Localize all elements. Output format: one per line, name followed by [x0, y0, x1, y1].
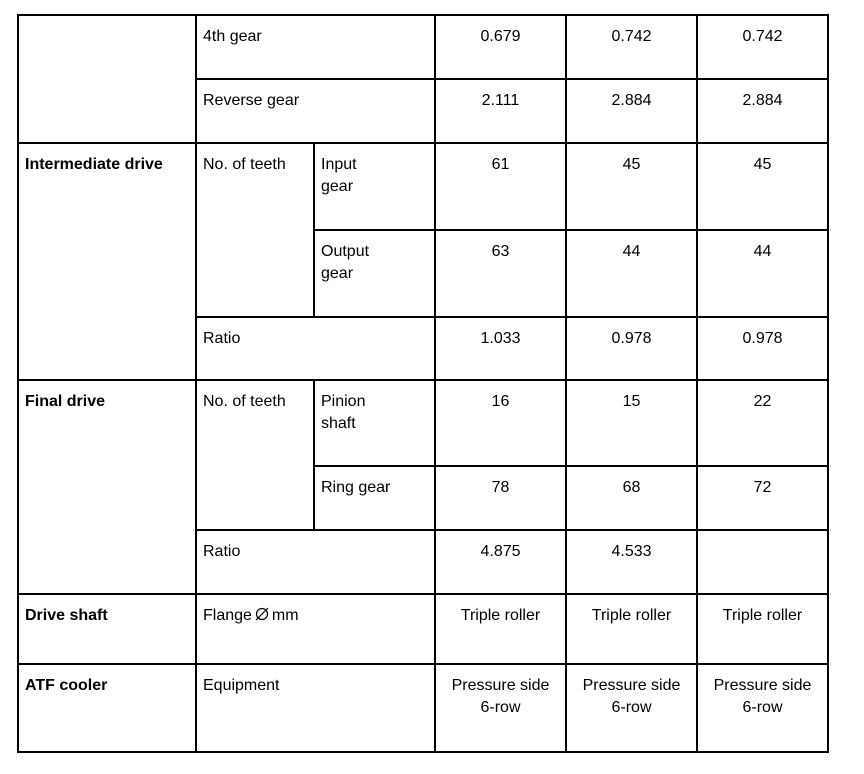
output-gear-line2: gear — [321, 265, 354, 282]
value-final-ratio-2: 4.533 — [566, 530, 697, 594]
label-flange — [196, 594, 435, 664]
pinion-line2: shaft — [321, 415, 356, 432]
pinion-line1: Pinion — [321, 393, 366, 410]
value-ring-2: 68 — [566, 466, 697, 530]
label-final-ratio: Ratio — [196, 530, 435, 594]
row-intermediate-input — [18, 143, 828, 230]
label-ring-gear: Ring gear — [314, 466, 435, 530]
value-atf-1 — [435, 664, 566, 752]
value-intermediate-ratio-1: 1.033 — [435, 317, 566, 380]
value-intermediate-ratio-2: 0.978 — [566, 317, 697, 380]
value-output-gear-3: 44 — [697, 230, 828, 317]
value-pinion-3: 22 — [697, 380, 828, 466]
value-4th-gear-1: 0.679 — [435, 15, 566, 79]
value-ring-1: 78 — [435, 466, 566, 530]
diameter-icon — [255, 607, 269, 621]
label-final-teeth: No. of teeth — [196, 380, 314, 530]
value-ring-3: 72 — [697, 466, 828, 530]
value-input-gear-1: 61 — [435, 143, 566, 230]
value-4th-gear-2: 0.742 — [566, 15, 697, 79]
value-drive-shaft-3: Triple roller — [697, 594, 828, 664]
atf-1-line2: 6-row — [480, 699, 521, 716]
row-atf-cooler — [18, 664, 828, 752]
row-4th-gear — [18, 15, 828, 79]
value-drive-shaft-2: Triple roller — [566, 594, 697, 664]
row-final-pinion — [18, 380, 828, 466]
value-final-ratio-3 — [697, 530, 828, 594]
label-reverse-gear: Reverse gear — [196, 79, 435, 143]
label-pinion-shaft — [314, 380, 435, 466]
label-intermediate-ratio: Ratio — [196, 317, 435, 380]
value-reverse-gear-1: 2.111 — [435, 79, 566, 143]
label-output-gear — [314, 230, 435, 317]
empty-cell — [18, 15, 196, 143]
value-intermediate-ratio-3: 0.978 — [697, 317, 828, 380]
label-input-gear — [314, 143, 435, 230]
value-final-ratio-1: 4.875 — [435, 530, 566, 594]
value-atf-3 — [697, 664, 828, 752]
label-intermediate-teeth: No. of teeth — [196, 143, 314, 317]
value-4th-gear-3: 0.742 — [697, 15, 828, 79]
value-reverse-gear-2: 2.884 — [566, 79, 697, 143]
spec-table — [17, 14, 829, 753]
label-4th-gear: 4th gear — [196, 15, 435, 79]
output-gear-line1: Output — [321, 243, 370, 260]
atf-1-line1: Pressure side — [451, 677, 550, 694]
flange-text: Flange — [203, 607, 252, 624]
value-output-gear-2: 44 — [566, 230, 697, 317]
atf-2-line2: 6-row — [611, 699, 652, 716]
input-gear-line2: gear — [321, 178, 354, 195]
section-intermediate-drive: Intermediate drive — [18, 143, 196, 380]
flange-unit: mm — [271, 607, 299, 624]
value-input-gear-2: 45 — [566, 143, 697, 230]
atf-3-line1: Pressure side — [713, 677, 812, 694]
atf-2-line1: Pressure side — [582, 677, 681, 694]
section-atf-cooler: ATF cooler — [18, 664, 196, 752]
section-final-drive: Final drive — [18, 380, 196, 594]
section-drive-shaft: Drive shaft — [18, 594, 196, 664]
input-gear-line1: Input — [321, 156, 357, 173]
row-drive-shaft — [18, 594, 828, 664]
value-pinion-1: 16 — [435, 380, 566, 466]
label-equipment: Equipment — [196, 664, 435, 752]
value-input-gear-3: 45 — [697, 143, 828, 230]
value-atf-2 — [566, 664, 697, 752]
value-pinion-2: 15 — [566, 380, 697, 466]
value-output-gear-1: 63 — [435, 230, 566, 317]
value-reverse-gear-3: 2.884 — [697, 79, 828, 143]
value-drive-shaft-1: Triple roller — [435, 594, 566, 664]
atf-3-line2: 6-row — [742, 699, 783, 716]
